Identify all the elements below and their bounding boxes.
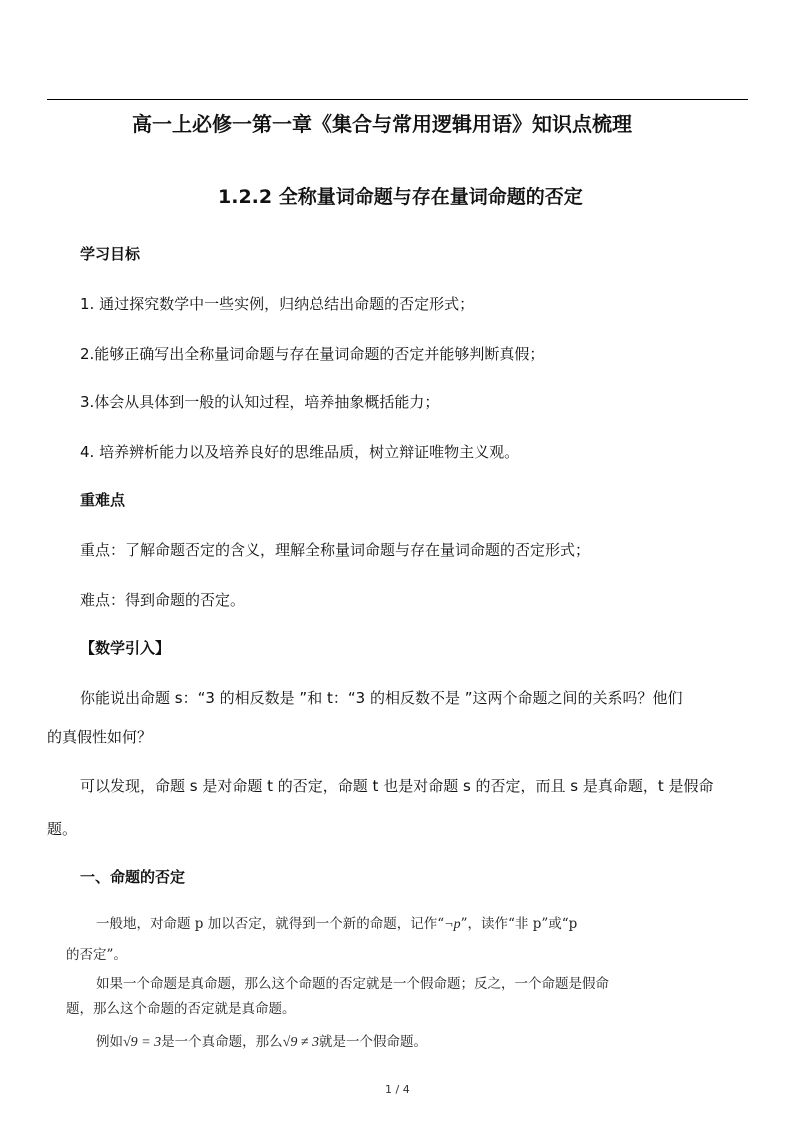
example-line xyxy=(96,1030,427,1051)
negation-text-b: ”，读作“非 p”或“p xyxy=(460,916,578,932)
negation-text-a: 一般地，对命题 p 加以否定，就得到一个新的命题，记作“ xyxy=(96,916,445,932)
intro-paragraph-2-line-2: 题。 xyxy=(47,820,78,838)
document-title: 高一上必修一第一章《集合与常用逻辑用语》知识点梳理 xyxy=(132,112,632,136)
goal-item-1: 1. 通过探究数学中一些实例，归纳总结出命题的否定形式； xyxy=(80,295,475,313)
page-number: 1 / 4 xyxy=(385,1083,410,1096)
goals-heading: 学习目标 xyxy=(80,245,141,263)
intro-paragraph-2-line-1: 可以发现，命题 s 是对命题 t 的否定，命题 t 也是对命题 s 的否定，而且 s 是真命题，t 是假命 xyxy=(80,777,714,795)
truth-rule-line-1: 如果一个命题是真命题，那么这个命题的否定就是一个假命题；反之，一个命题是假命 xyxy=(96,976,609,992)
example-text-c: 就是一个假命题。 xyxy=(319,1034,428,1050)
header-rule xyxy=(47,99,748,100)
sqrt9-equals-3-formula: √9 = 3 xyxy=(123,1035,162,1050)
negation-definition-line-1 xyxy=(96,912,577,933)
key-point: 重点：了解命题否定的含义，理解全称量词命题与存在量词命题的否定形式； xyxy=(80,541,591,559)
not-p-formula: ¬p xyxy=(444,917,461,932)
goal-item-3: 3.体会从具体到一般的认知过程，培养抽象概括能力； xyxy=(80,393,440,411)
negation-definition-line-2: 的否定”。 xyxy=(66,947,127,963)
intro-paragraph-1-line-2: 的真假性如何？ xyxy=(47,728,153,746)
difficult-point: 难点：得到命题的否定。 xyxy=(80,591,246,609)
intro-heading: 【数学引入】 xyxy=(80,639,171,657)
key-points-heading: 重难点 xyxy=(80,491,126,509)
section-1-heading: 一、命题的否定 xyxy=(80,868,186,886)
intro-paragraph-1-line-1: 你能说出命题 s：“3 的相反数是 ”和 t：“3 的相反数不是 ”这两个命题之间的关系吗？他们 xyxy=(80,689,683,707)
sqrt9-not-equal-3-formula: √9 ≠ 3 xyxy=(282,1035,320,1050)
goal-item-2: 2.能够正确写出全称量词命题与存在量词命题的否定并能够判断真假； xyxy=(80,345,545,363)
example-text-b: 是一个真命题，那么 xyxy=(161,1034,283,1050)
section-title: 1.2.2 全称量词命题与存在量词命题的否定 xyxy=(218,186,583,208)
truth-rule-line-2: 题，那么这个命题的否定就是真命题。 xyxy=(66,1001,296,1017)
goal-item-4: 4. 培养辨析能力以及培养良好的思维品质，树立辩证唯物主义观。 xyxy=(80,443,520,461)
example-text-a: 例如 xyxy=(96,1034,123,1050)
